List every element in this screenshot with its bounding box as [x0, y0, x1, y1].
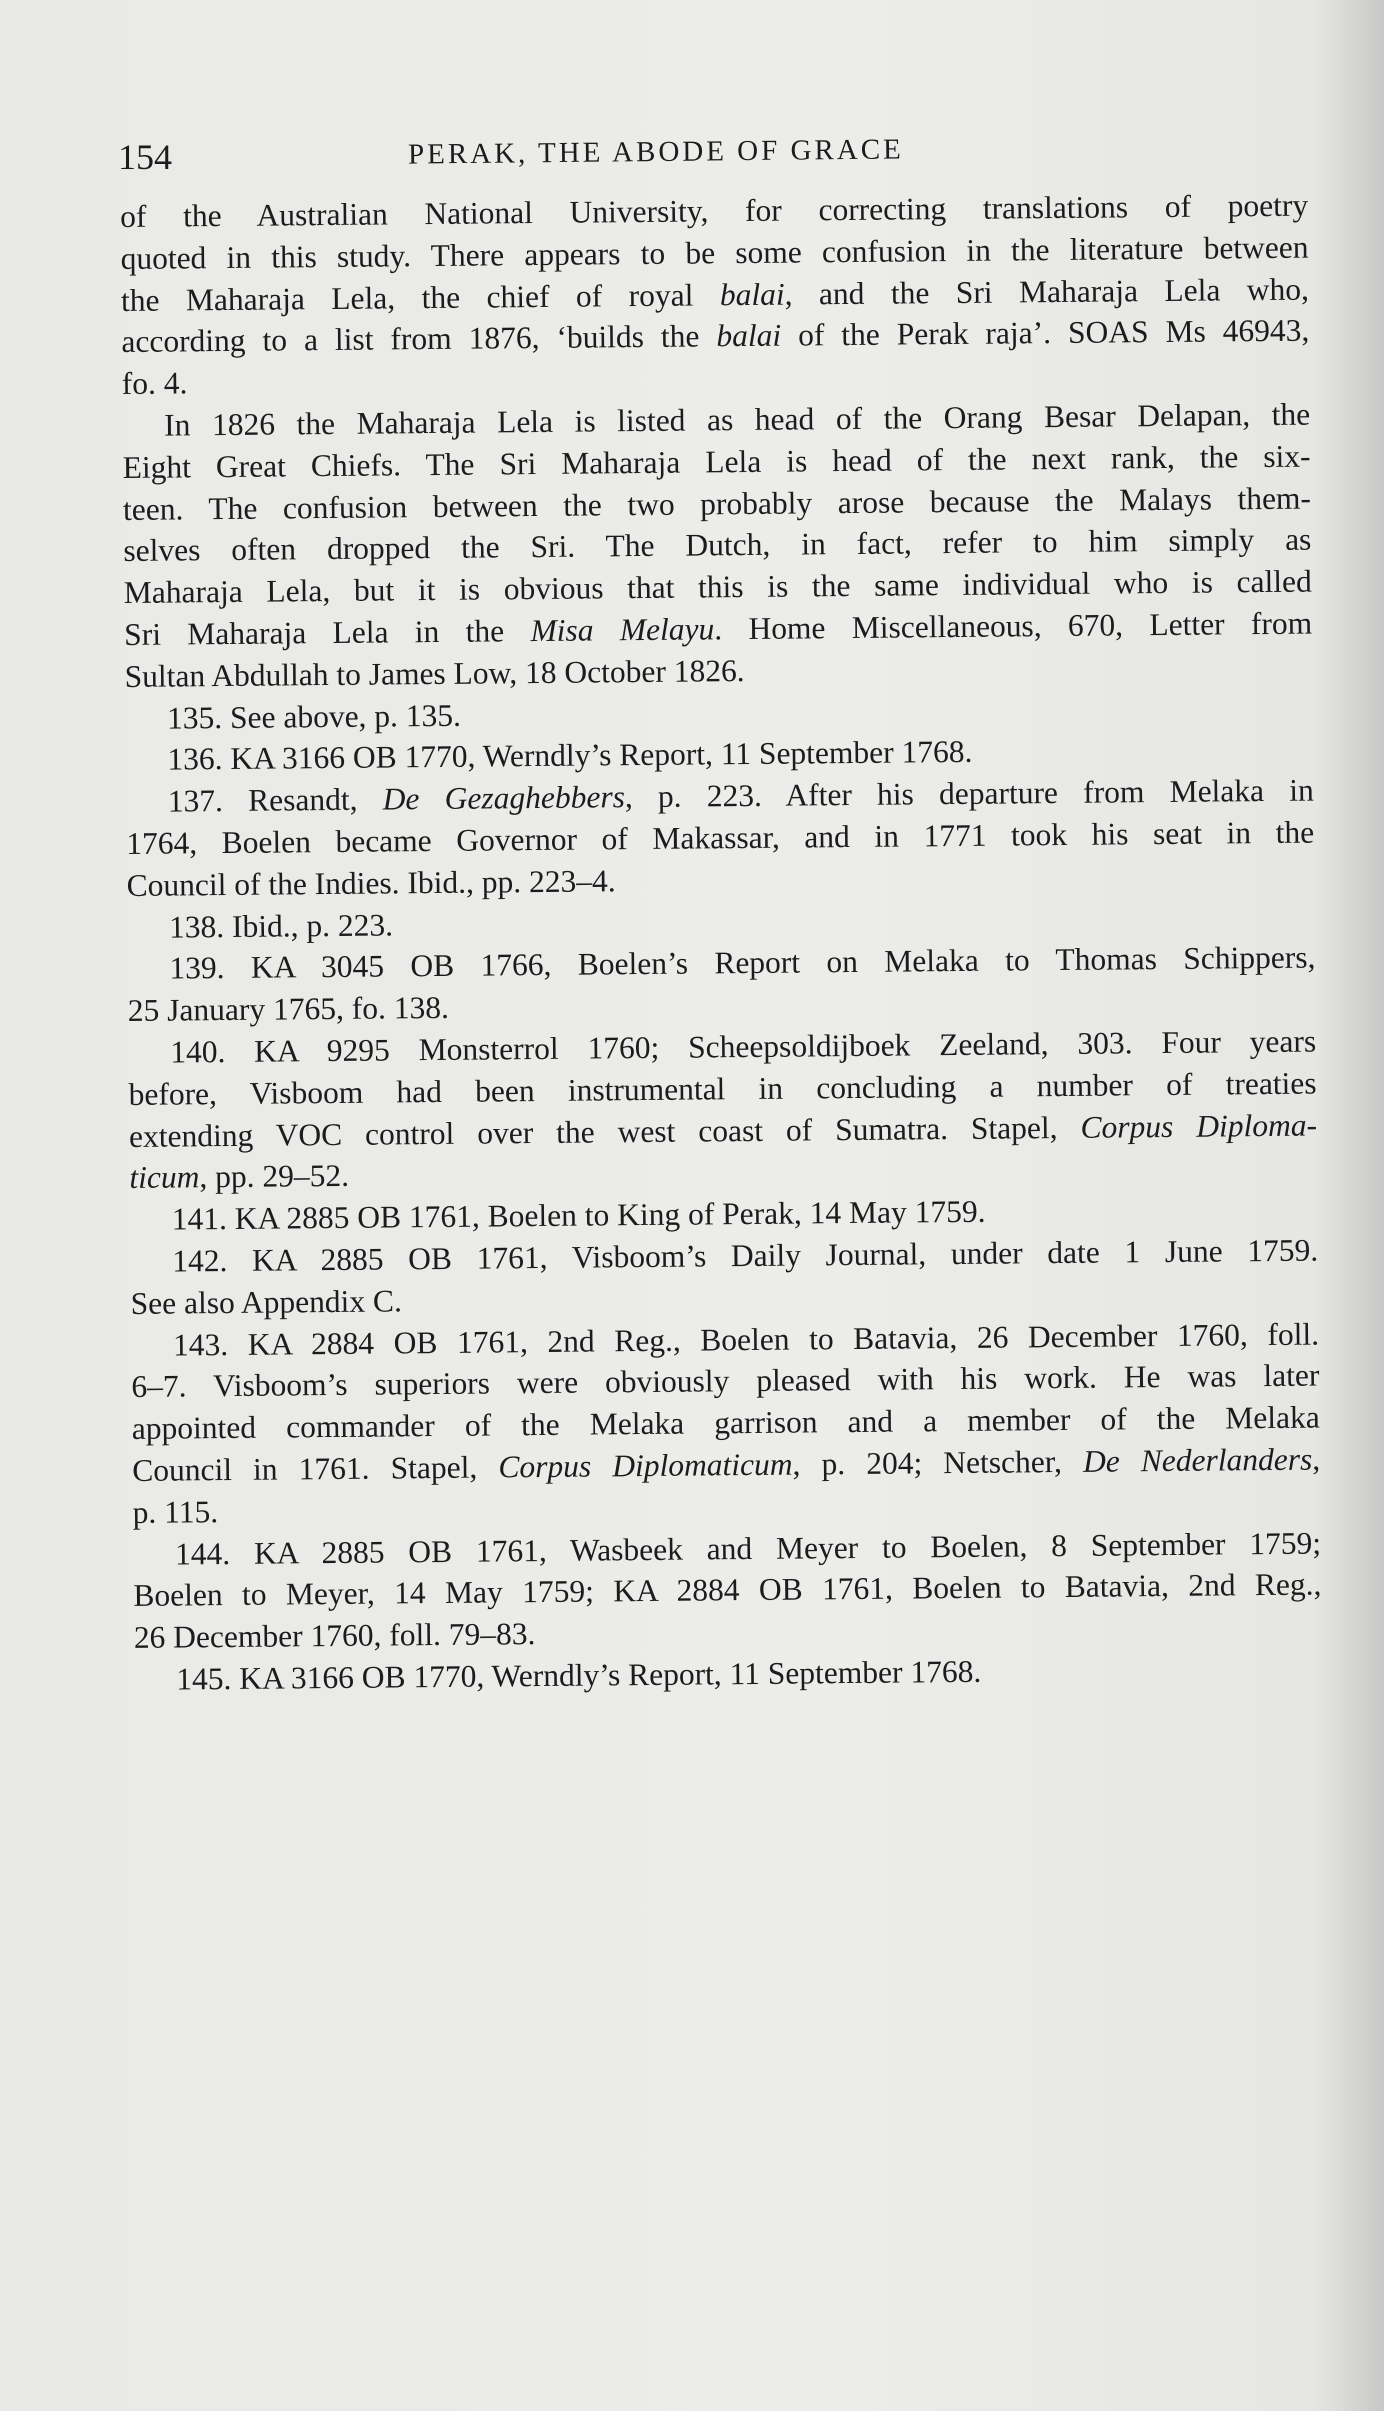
- text-segment: 25 January 1765, fo. 138.: [127, 990, 450, 1029]
- paragraph: [122, 394, 1313, 698]
- italic-text: De Nederlanders: [1082, 1441, 1313, 1479]
- paragraph: [130, 1229, 1319, 1324]
- text-segment: Council in 1761. Stapel,: [132, 1449, 499, 1488]
- text-segment: 26 December 1760, foll. 79–83.: [133, 1616, 536, 1656]
- text-segment: 144. KA 2885 OB 1761, Wasbeek and Meyer to Boelen, 8 September 1759;: [174, 1525, 1322, 1572]
- page-number: 154: [118, 137, 172, 177]
- text-segment: extending VOC control over the west coast of Sumatra. Stapel,: [128, 1109, 1081, 1154]
- text-segment: Council of the Indies. Ibid., pp. 223–4.: [126, 863, 616, 903]
- notes-body: [120, 185, 1322, 1701]
- text-segment: quoted in this study. There appears to be some confusion in the literature between: [120, 229, 1309, 276]
- text-segment: In 1826 the Maharaja Lela is listed as head of the Orang Besar Delapan, the: [164, 396, 1311, 443]
- text-segment: teen. The confusion between the two probably arose because the Malays them-: [122, 480, 1312, 527]
- text-segment: 136. KA 3166 OB 1770, Werndly’s Report, 11 September 1768.: [167, 734, 973, 777]
- italic-text: balai: [716, 318, 782, 354]
- text-segment: 6–7. Visboom’s superiors were obviously pleased with his work. He was later: [131, 1357, 1320, 1405]
- paragraph: [120, 185, 1310, 405]
- running-header: [118, 132, 1313, 182]
- text-segment: the Maharaja Lela, the chief of royal: [120, 276, 721, 318]
- text-segment: 145. KA 3166 OB 1770, Werndly’s Report, 11 September 1768.: [176, 1653, 982, 1697]
- paragraph: [133, 1522, 1322, 1659]
- text-segment: , and the Sri Maharaja Lela who,: [784, 271, 1310, 312]
- text-segment: fo. 4.: [121, 365, 188, 402]
- text-segment: Maharaja Lela, but it is obvious that this is the same individual who is called: [123, 563, 1312, 611]
- text-segment: appointed commander of the Melaka garrison and a member of the Melaka: [131, 1399, 1320, 1447]
- text-segment: 135. See above, p. 135.: [166, 697, 462, 736]
- text-segment: Sri Maharaja Lela in the: [124, 613, 531, 652]
- paragraph: [127, 937, 1316, 1032]
- italic-text: De Gezaghebbers: [382, 779, 626, 817]
- text-segment: Sultan Abdullah to James Low, 18 October 1826.: [124, 652, 745, 694]
- italic-text: Misa Melayu: [530, 611, 715, 649]
- text-segment: Boelen to Meyer, 14 May 1759; KA 2884 OB 1761, Boelen to Batavia, 2nd Reg.,: [133, 1566, 1322, 1614]
- italic-text: ticum: [129, 1159, 200, 1196]
- italic-text: Corpus Diplomaticum: [498, 1446, 793, 1485]
- italic-text: Corpus Diploma-: [1080, 1107, 1318, 1145]
- text-segment: Eight Great Chiefs. The Sri Maharaja Lela is head of the next rank, the six-: [122, 438, 1311, 485]
- text-segment: according to a list from 1876, ‘builds the: [121, 318, 717, 360]
- text-segment: 143. KA 2884 OB 1761, 2nd Reg., Boelen to Batavia, 26 December 1760, foll.: [172, 1316, 1320, 1363]
- paragraph: [128, 1020, 1318, 1199]
- italic-text: balai: [719, 276, 785, 312]
- text-segment: 141. KA 2885 OB 1761, Boelen to King of Perak, 14 May 1759.: [171, 1193, 986, 1237]
- text-segment: , p. 223. After his departure from Melaka in: [624, 772, 1314, 815]
- text-segment: , p. 204; Netscher,: [792, 1443, 1084, 1482]
- text-segment: p. 115.: [132, 1493, 219, 1530]
- text-segment: 140. KA 9295 Monsterrol 1760; Scheepsoldijboek Zeeland, 303. Four years: [170, 1023, 1317, 1070]
- paragraph: [126, 770, 1315, 907]
- text-segment: 142. KA 2885 OB 1761, Visboom’s Daily Journal, under date 1 June 1759.: [172, 1232, 1319, 1279]
- text-segment: ,: [1312, 1441, 1321, 1477]
- text-segment: . Home Miscellaneous, 670, Letter from: [714, 605, 1313, 647]
- text-segment: of the Australian National University, for correcting translations of poetry: [120, 187, 1309, 234]
- running-head-title: PERAK, THE ABODE OF GRACE: [407, 133, 904, 171]
- text-segment: 1764, Boelen became Governor of Makassar, and in 1771 took his seat in the: [126, 814, 1315, 861]
- text-segment: 137. Resandt,: [167, 781, 383, 819]
- paragraph: [131, 1313, 1321, 1533]
- text-segment: , pp. 29–52.: [199, 1158, 350, 1195]
- text-segment: selves often dropped the Sri. The Dutch, in fact, refer to him simply as: [123, 521, 1312, 569]
- text-segment: of the Perak raja’. SOAS Ms 46943,: [780, 312, 1310, 354]
- text-segment: 138. Ibid., p. 223.: [168, 906, 394, 945]
- text-segment: See also Appendix C.: [130, 1283, 403, 1321]
- text-segment: 139. KA 3045 OB 1766, Boelen’s Report on Melaka to Thomas Schippers,: [169, 939, 1316, 986]
- text-segment: before, Visboom had been instrumental in concluding a number of treaties: [128, 1065, 1317, 1112]
